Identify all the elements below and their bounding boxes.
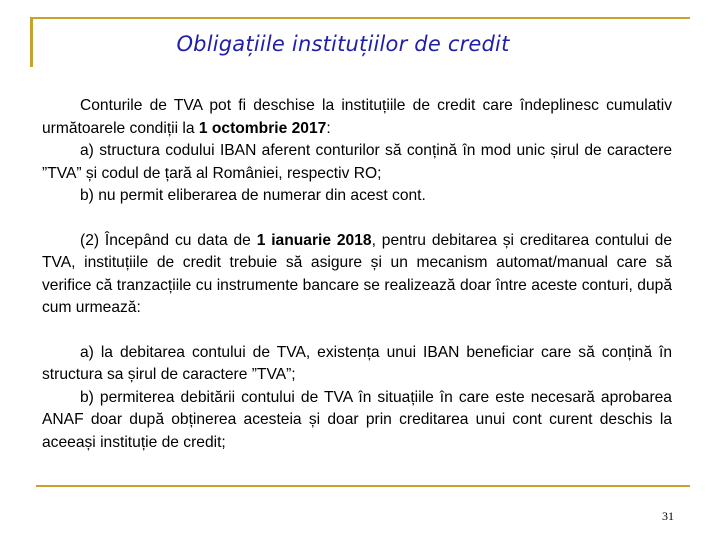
paragraph-2-mechanism [42, 230, 672, 320]
rule-b-anaf-approval: b) permiterea debitării contului de TVA în situațiile în care este necesară aprobarea ANAF doar după obținerea acesteia și doar prin creditarea unui cont curent deschis la aceeași instituție de credit; [42, 388, 672, 451]
bottom-frame-line [36, 485, 690, 487]
paragraph-text: Conturile de TVA pot fi deschise la instituțiile de credit care îndeplinesc cumulativ următoarele condiții la [42, 97, 672, 137]
condition-b-no-cash: b) nu permit eliberarea de numerar din acest cont. [80, 187, 426, 204]
spacer [42, 208, 672, 230]
paragraph-text: : [326, 119, 331, 137]
slide-title: Obligațiile instituțiilor de credit [176, 32, 510, 56]
slide-body [42, 95, 672, 454]
date-january-2018: 1 ianuarie 2018 [256, 231, 372, 249]
date-october-2017: 1 octombrie 2017 [198, 119, 327, 137]
paragraph-account-conditions [42, 95, 672, 140]
page-number: 31 [662, 509, 674, 523]
spacer [42, 320, 672, 342]
paragraph-text: , pentru debitarea și creditarea contului de TVA, instituțiile de credit trebuie să asigure și un mecanism automat/manual care să verifice că tranzacțiile cu instrumente bancare se realizează doar între aceste conturi, după cum urmează: [42, 231, 672, 316]
top-frame-line [30, 17, 690, 19]
condition-a-iban-structure: a) structura codului IBAN aferent conturilor să conțină în mod unic șirul de caractere ”TVA” și codul de țară al României, respectiv RO; [42, 142, 672, 182]
rule-a-debit-iban: a) la debitarea contului de TVA, existența unui IBAN beneficiar care să conțină în structura sa șirul de caractere ”TVA”; [42, 343, 672, 383]
paragraph-text: (2) Începând cu data de [80, 231, 257, 249]
